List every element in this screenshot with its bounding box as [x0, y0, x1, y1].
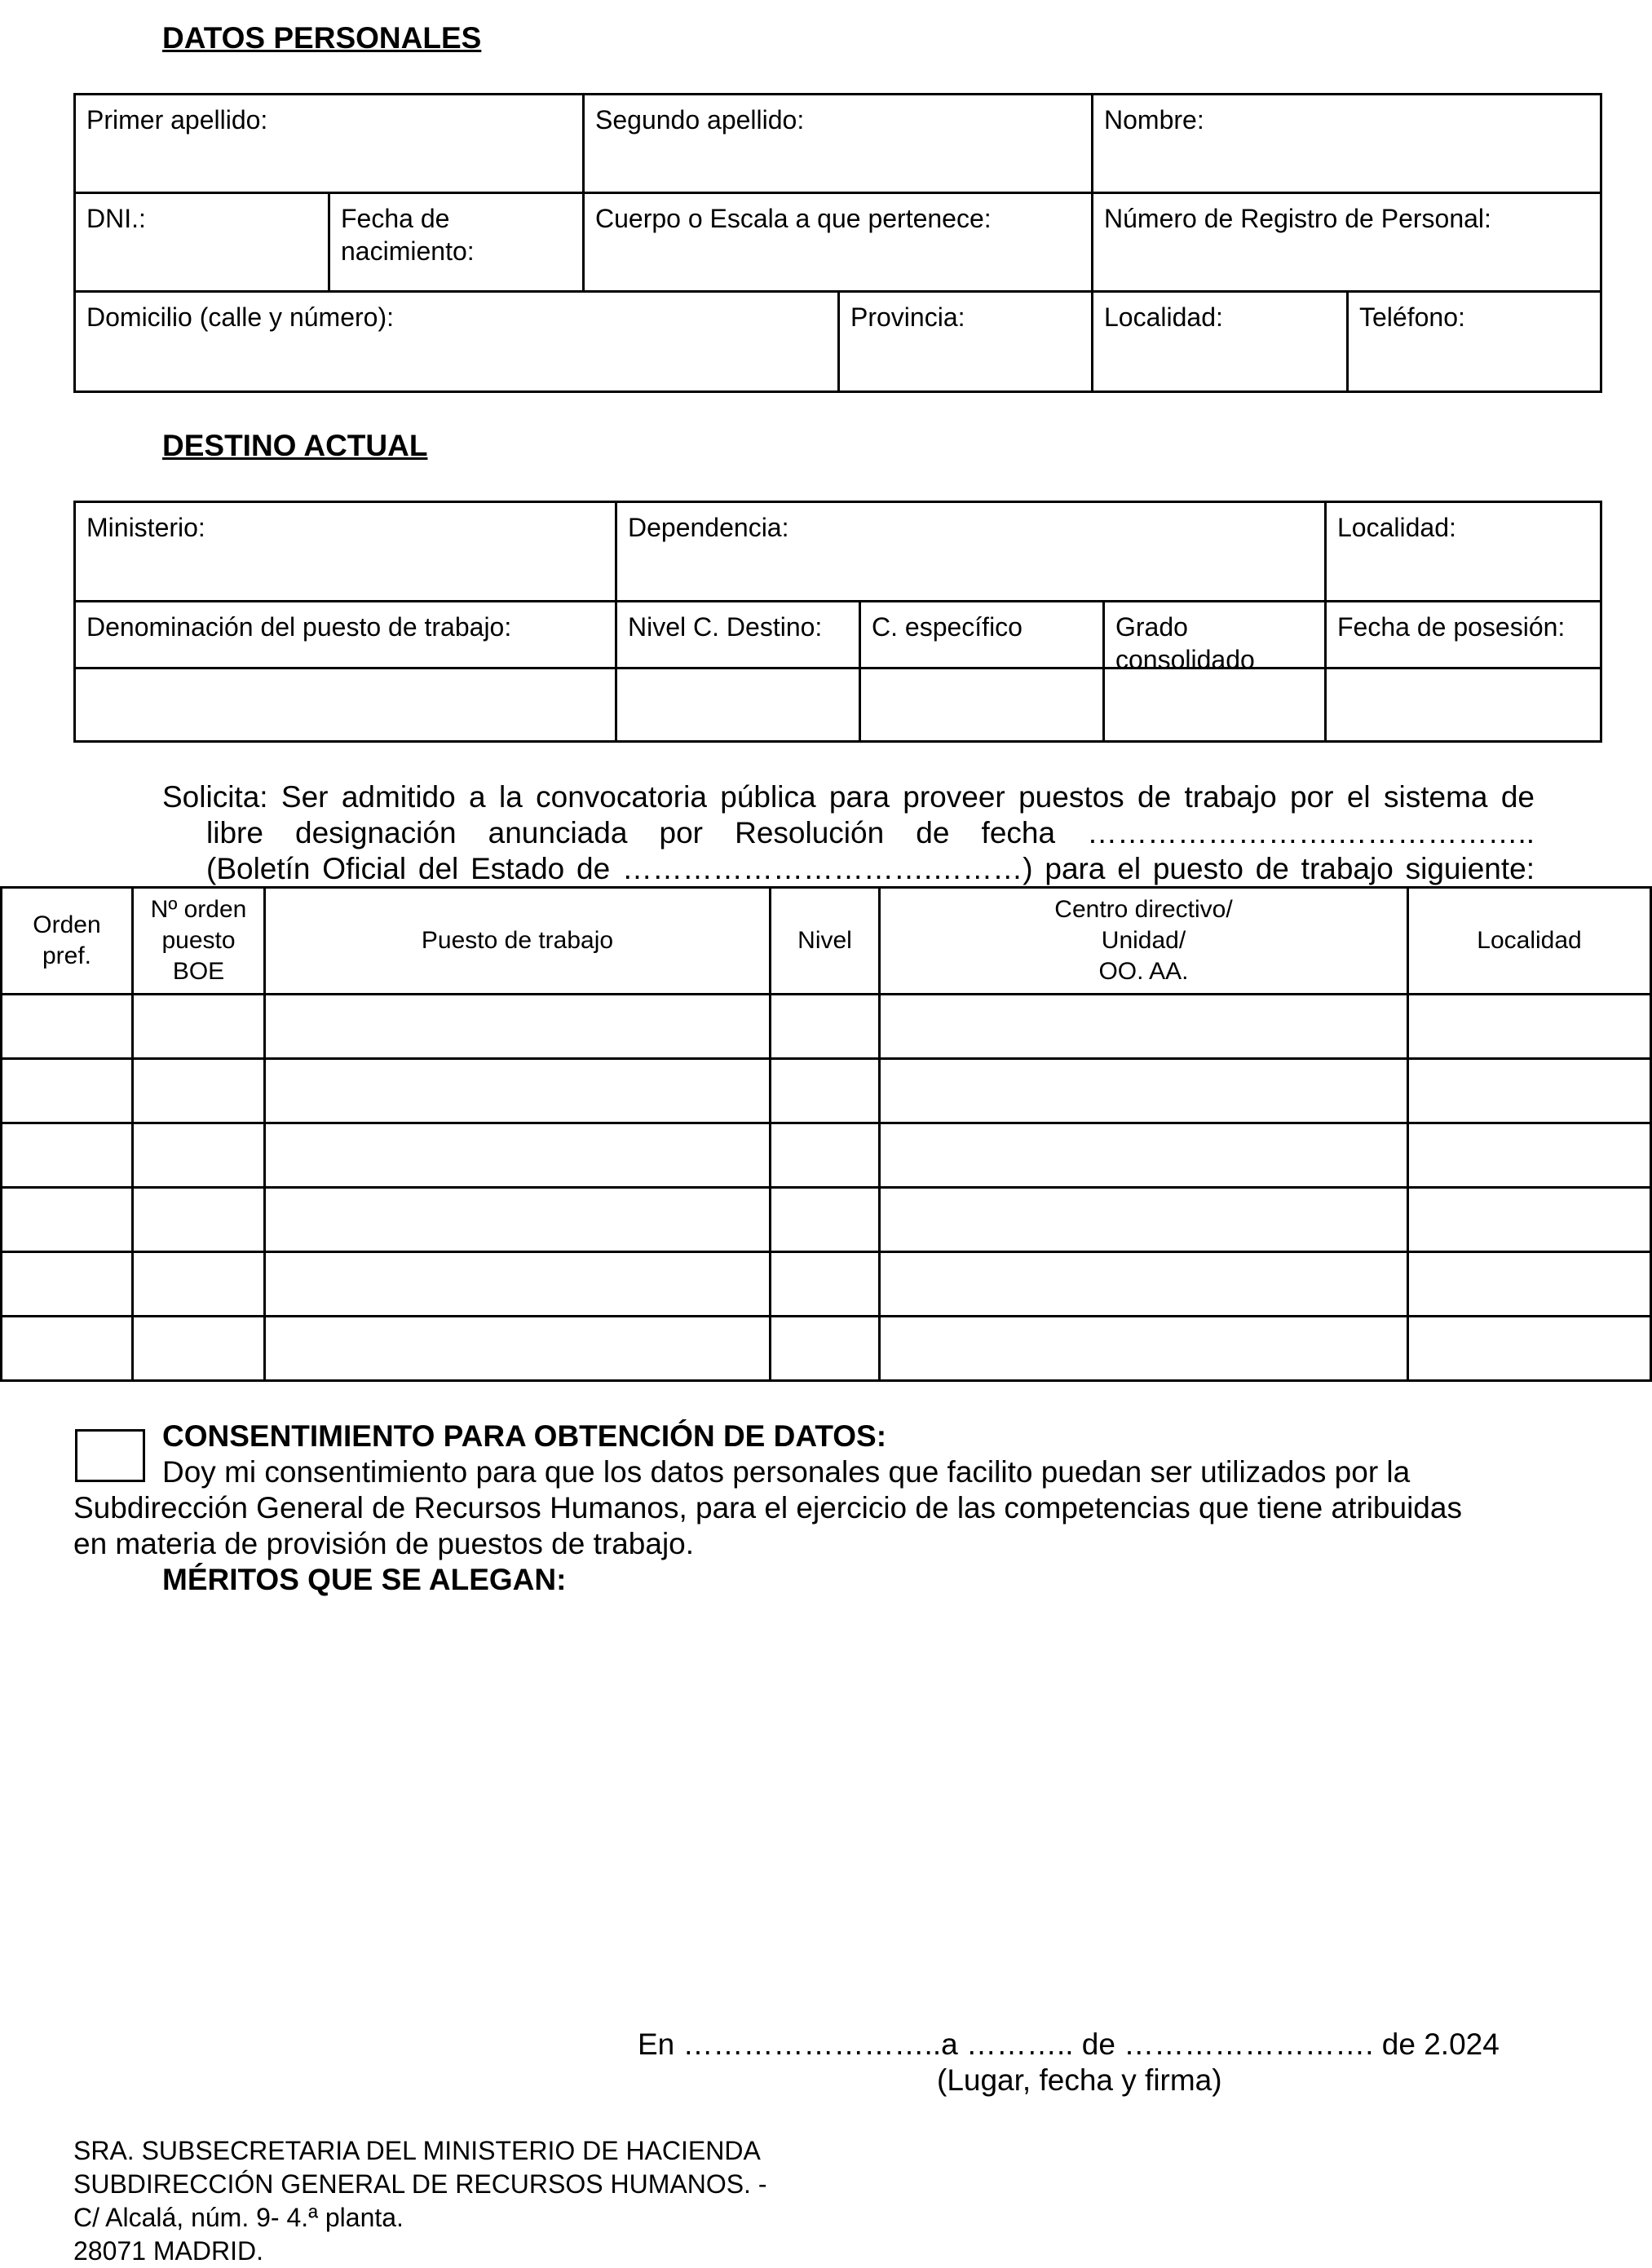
- consent-checkbox[interactable]: [75, 1429, 145, 1482]
- header-line: Puesto de trabajo: [421, 927, 614, 954]
- puesto-cell-nivel[interactable]: [769, 1186, 881, 1253]
- field-dependencia[interactable]: [615, 501, 1327, 602]
- field-nombre[interactable]: [1091, 93, 1602, 194]
- field-telefono[interactable]: [1346, 290, 1602, 393]
- puesto-cell-localidad[interactable]: [1407, 1057, 1652, 1124]
- header-denominacion: [73, 600, 617, 669]
- label-domicilio: Domicilio (calle y número):: [86, 302, 394, 332]
- label-grado-1: Grado: [1115, 612, 1188, 642]
- solicita-line-3: (Boletín Oficial del Estado de ………………………….………) para el puesto de trabajo siguiente:: [206, 852, 1535, 885]
- consent-title: CONSENTIMIENTO PARA OBTENCIÓN DE DATOS:: [162, 1419, 887, 1453]
- label-provincia: Provincia:: [850, 302, 965, 332]
- field-cuerpo-escala[interactable]: [582, 192, 1093, 293]
- header-nivel: [769, 886, 881, 995]
- puesto-cell-num-orden-boe[interactable]: [131, 1122, 266, 1189]
- label-primer-apellido: Primer apellido:: [86, 105, 268, 135]
- input-c-especifico[interactable]: [859, 667, 1105, 743]
- header-line: Nivel: [797, 927, 852, 954]
- consent-line-1: Doy mi consentimiento para que los datos personales que facilito puedan ser utilizados por la: [162, 1455, 1411, 1489]
- field-primer-apellido[interactable]: [73, 93, 585, 194]
- puesto-cell-nivel[interactable]: [769, 1315, 881, 1382]
- label-ministerio: Ministerio:: [86, 513, 205, 542]
- puesto-cell-orden-pref[interactable]: [0, 1122, 134, 1189]
- puesto-cell-localidad[interactable]: [1407, 1251, 1652, 1317]
- signature-caption: (Lugar, fecha y firma): [937, 2063, 1222, 2097]
- puesto-cell-puesto-trabajo[interactable]: [263, 1186, 771, 1253]
- meritos-heading: MÉRITOS QUE SE ALEGAN:: [162, 1563, 567, 1596]
- puesto-cell-localidad[interactable]: [1407, 1186, 1652, 1253]
- puesto-cell-puesto-trabajo[interactable]: [263, 1122, 771, 1189]
- addressee-line-3: C/ Alcalá, núm. 9- 4.ª planta.: [73, 2203, 404, 2232]
- header-centro-directivo: [878, 886, 1409, 995]
- header-puesto-trabajo: [263, 886, 771, 995]
- field-nrp[interactable]: [1091, 192, 1602, 293]
- puesto-cell-localidad[interactable]: [1407, 1122, 1652, 1189]
- addressee-line-4: 28071 MADRID.: [73, 2236, 263, 2266]
- field-localidad-destino[interactable]: [1324, 501, 1602, 602]
- label-nombre: Nombre:: [1104, 105, 1204, 135]
- input-fecha-posesion[interactable]: [1324, 667, 1602, 743]
- input-denominacion[interactable]: [73, 667, 617, 743]
- addressee-line-1: SRA. SUBSECRETARIA DEL MINISTERIO DE HACIENDA: [73, 2136, 761, 2165]
- label-segundo-apellido: Segundo apellido:: [595, 105, 805, 135]
- solicita-line-1: Solicita: Ser admitido a la convocatoria pública para proveer puestos de trabajo por el sistema de: [162, 780, 1535, 814]
- field-ministerio[interactable]: [73, 501, 617, 602]
- puesto-cell-centro-directivo[interactable]: [878, 1315, 1409, 1382]
- puesto-cell-centro-directivo[interactable]: [878, 1186, 1409, 1253]
- header-fecha-posesion: [1324, 600, 1602, 669]
- header-line: Centro directivo/: [1054, 896, 1233, 923]
- header-line: Unidad/: [1101, 927, 1186, 954]
- consent-line-2: Subdirección General de Recursos Humanos, para el ejercicio de las competencias que tiene atribuidas: [73, 1491, 1462, 1525]
- field-localidad[interactable]: [1091, 290, 1349, 393]
- header-grado: [1102, 600, 1327, 674]
- puesto-cell-num-orden-boe[interactable]: [131, 1057, 266, 1124]
- puesto-cell-localidad[interactable]: [1407, 1315, 1652, 1382]
- field-domicilio[interactable]: [73, 290, 840, 393]
- puesto-cell-orden-pref[interactable]: [0, 1315, 134, 1382]
- puesto-cell-puesto-trabajo[interactable]: [263, 1057, 771, 1124]
- heading-datos-personales: DATOS PERSONALES: [162, 21, 482, 55]
- puesto-cell-centro-directivo[interactable]: [878, 993, 1409, 1060]
- header-line: OO. AA.: [1098, 958, 1189, 985]
- header-line: BOE: [172, 958, 225, 985]
- signature-line: En ……………………..a ……….. de ……………………. de 2.024: [638, 2028, 1500, 2061]
- puesto-cell-centro-directivo[interactable]: [878, 1057, 1409, 1124]
- field-dni[interactable]: [73, 192, 330, 293]
- header-line: pref.: [42, 942, 91, 969]
- field-provincia[interactable]: [837, 290, 1093, 393]
- label-dni: DNI.:: [86, 204, 146, 233]
- header-localidad: [1407, 886, 1652, 995]
- puesto-cell-centro-directivo[interactable]: [878, 1122, 1409, 1189]
- header-orden-pref: [0, 886, 134, 995]
- heading-destino-actual: DESTINO ACTUAL: [162, 429, 428, 462]
- addressee-line-2: SUBDIRECCIÓN GENERAL DE RECURSOS HUMANOS. -: [73, 2169, 767, 2199]
- input-nivel-destino[interactable]: [615, 667, 861, 743]
- label-localidad: Localidad:: [1104, 302, 1223, 332]
- label-fecha-nacimiento-1: Fecha de: [341, 204, 450, 233]
- label-telefono: Teléfono:: [1359, 302, 1465, 332]
- puesto-cell-orden-pref[interactable]: [0, 1186, 134, 1253]
- header-c-especifico: [859, 600, 1105, 669]
- puesto-cell-nivel[interactable]: [769, 1122, 881, 1189]
- header-num-orden-boe: [131, 886, 266, 995]
- label-grado-2: consolidado: [1115, 645, 1255, 674]
- puesto-cell-centro-directivo[interactable]: [878, 1251, 1409, 1317]
- label-fecha-nacimiento-2: nacimiento:: [341, 236, 475, 266]
- header-line: Orden: [33, 911, 101, 938]
- puesto-cell-puesto-trabajo[interactable]: [263, 993, 771, 1060]
- header-line: puesto: [161, 927, 236, 954]
- puesto-cell-nivel[interactable]: [769, 993, 881, 1060]
- field-fecha-nacimiento[interactable]: [328, 192, 585, 293]
- puesto-cell-nivel[interactable]: [769, 1057, 881, 1124]
- label-localidad-destino: Localidad:: [1337, 513, 1456, 542]
- label-dependencia: Dependencia:: [628, 513, 789, 542]
- header-nivel-destino: [615, 600, 861, 669]
- puesto-cell-num-orden-boe[interactable]: [131, 1186, 266, 1253]
- label-denominacion: Denominación del puesto de trabajo:: [86, 612, 512, 642]
- label-nrp: Número de Registro de Personal:: [1104, 204, 1491, 233]
- consent-line-3: en materia de provisión de puestos de trabajo.: [73, 1527, 695, 1560]
- label-cuerpo-escala: Cuerpo o Escala a que pertenece:: [595, 204, 992, 233]
- puesto-cell-orden-pref[interactable]: [0, 993, 134, 1060]
- puesto-cell-num-orden-boe[interactable]: [131, 993, 266, 1060]
- puesto-cell-puesto-trabajo[interactable]: [263, 1315, 771, 1382]
- solicita-line-2: libre designación anunciada por Resolución de fecha …………………….………………..: [206, 816, 1535, 849]
- puesto-cell-localidad[interactable]: [1407, 993, 1652, 1060]
- field-segundo-apellido[interactable]: [582, 93, 1093, 194]
- label-nivel-destino: Nivel C. Destino:: [628, 612, 823, 642]
- puesto-cell-puesto-trabajo[interactable]: [263, 1251, 771, 1317]
- puesto-cell-nivel[interactable]: [769, 1251, 881, 1317]
- label-fecha-posesion: Fecha de posesión:: [1337, 612, 1566, 642]
- header-line: Nº orden: [150, 896, 247, 923]
- puesto-cell-num-orden-boe[interactable]: [131, 1251, 266, 1317]
- puesto-cell-num-orden-boe[interactable]: [131, 1315, 266, 1382]
- input-grado[interactable]: [1102, 667, 1327, 743]
- puesto-cell-orden-pref[interactable]: [0, 1057, 134, 1124]
- label-c-especifico: C. específico: [872, 612, 1023, 642]
- header-line: Localidad: [1477, 927, 1582, 954]
- puesto-cell-orden-pref[interactable]: [0, 1251, 134, 1317]
